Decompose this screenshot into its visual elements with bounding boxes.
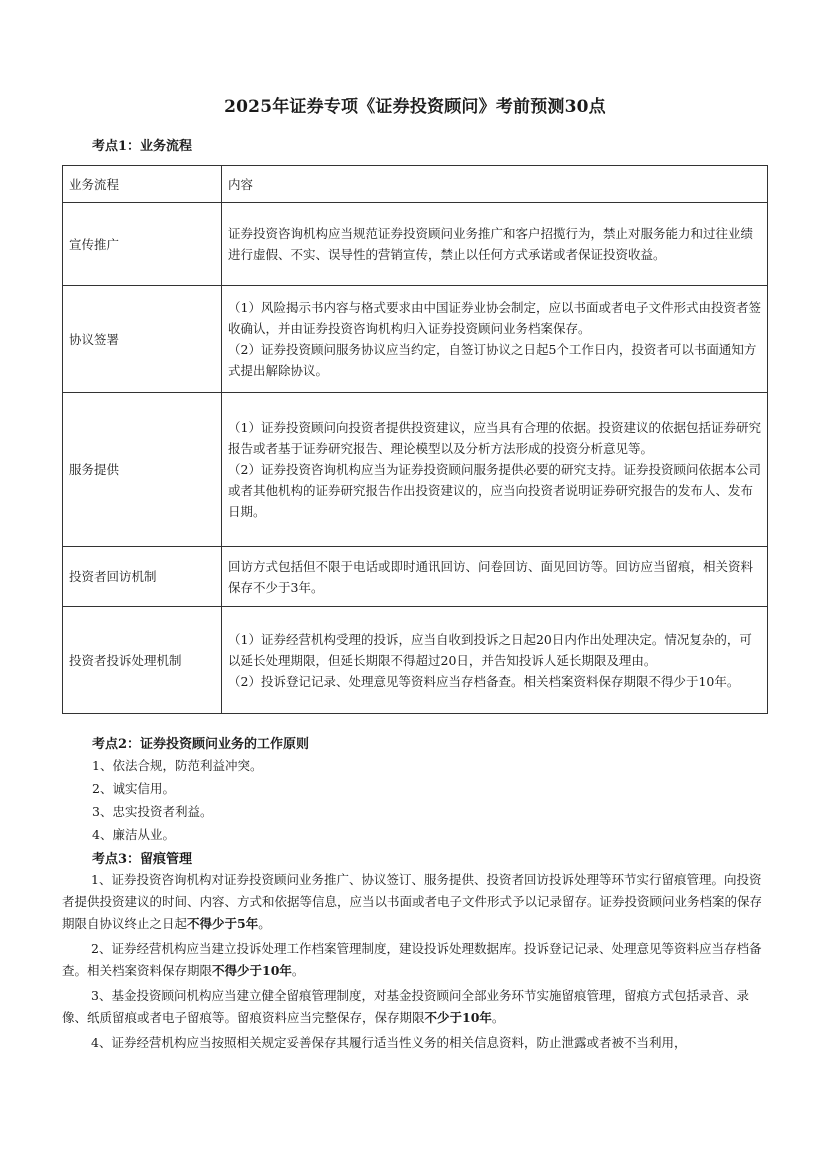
table-cell-process: 投资者回访机制 <box>63 547 222 607</box>
text-run: 。 <box>291 963 305 978</box>
emphasis-text: 不少于10年 <box>424 1010 492 1025</box>
table-cell-content <box>222 286 768 393</box>
text-run: 1、证券投资咨询机构对证券投资顾问业务推广、协议签订、服务提供、投资者回访投诉处理等环节实行留痕管理。向投资者提供投资建议的时间、内容、方式和依据等信息，应当以书面或者电子文件形式予以记录留存。证券投资顾问业务档案的保存期限自协议终止之日起 <box>62 872 763 931</box>
paragraph-text <box>62 869 768 935</box>
content-paragraph: （2）证券投资咨询机构应当为证券投资顾问服务提供必要的研究支持。证券投资顾问依据本公司或者其他机构的证券研究报告作出投资建议的，应当向投资者说明证券研究报告的发布人、发布日期。 <box>228 462 761 519</box>
emphasis-text: 不得少于5年 <box>187 916 259 931</box>
content-paragraph: （1）证券经营机构受理的投诉，应当自收到投诉之日起20日内作出处理决定。情况复杂的，可以延长处理期限，但延长期限不得超过20日，并告知投诉人延长期限及理由。 <box>228 631 752 668</box>
paragraph <box>62 938 768 982</box>
table-row <box>63 393 768 547</box>
table-header-cell: 业务流程 <box>63 166 222 203</box>
table-cell-content <box>222 607 768 714</box>
page-title: 2025年证券专项《证券投资顾问》考前预测30点 <box>224 97 606 117</box>
paragraph-text: 4、证券经营机构应当按照相关规定妥善保存其履行适当性义务的相关信息资料，防止泄露或者被不当利用， <box>91 1035 687 1050</box>
text-run: 3、基金投资顾问机构应当建立健全留痕管理制度，对基金投资顾问全部业务环节实施留痕管理，留痕方式包括录音、录像、纸质留痕或者电子留痕等。留痕资料应当完整保存，保存期限 <box>62 988 749 1025</box>
table-cell-process: 协议签署 <box>63 286 222 393</box>
list-item: 1、依法合规，防范利益冲突。 <box>92 758 263 773</box>
table-cell-process: 投资者投诉处理机制 <box>63 607 222 714</box>
table-cell-process: 宣传推广 <box>63 203 222 286</box>
section3-heading: 考点3：留痕管理 <box>92 852 193 867</box>
content-paragraph: （2）证券投资顾问服务协议应当约定，自签订协议之日起5个工作日内，投资者可以书面通知方式提出解除协议。 <box>228 342 757 378</box>
section1-heading: 考点1：业务流程 <box>92 139 193 154</box>
table-row <box>63 286 768 393</box>
table-cell-process: 服务提供 <box>63 393 222 547</box>
table-row <box>63 203 768 286</box>
content-paragraph: 回访方式包括但不限于电话或即时通讯回访、问卷回访、面见回访等。回访应当留痕，相关资料保存不少于3年。 <box>228 558 754 595</box>
table-row <box>63 547 768 607</box>
paragraph <box>62 1032 768 1054</box>
content-paragraph: 证券投资咨询机构应当规范证券投资顾问业务推广和客户招揽行为，禁止对服务能力和过往业绩进行虚假、不实、误导性的营销宣传，禁止以任何方式承诺或者保证投资收益。 <box>228 226 754 262</box>
table-cell-content <box>222 203 768 286</box>
list-item: 4、廉洁从业。 <box>92 827 175 842</box>
table-cell-content <box>222 393 768 547</box>
list-item: 2、诚实信用。 <box>92 781 175 796</box>
table-header-cell: 内容 <box>222 166 768 203</box>
table-cell-content <box>222 547 768 607</box>
paragraph-text <box>62 985 768 1029</box>
content-paragraph: （2）投诉登记记录、处理意见等资料应当存档备查。相关档案资料保存期限不得少于10年。 <box>228 673 740 689</box>
text-run: 。 <box>258 916 271 931</box>
section2-heading: 考点2：证券投资顾问业务的工作原则 <box>92 737 310 752</box>
table-header-row <box>63 166 768 203</box>
content-paragraph: （1）证券投资顾问向投资者提供投资建议，应当具有合理的依据。投资建议的依据包括证券研究报告或者基于证券研究报告、理论模型以及分析方法形成的投资分析意见等。 <box>228 420 761 456</box>
table-row <box>63 607 768 714</box>
text-run: 。 <box>491 1010 505 1025</box>
business-flow-table <box>62 165 768 714</box>
emphasis-text: 不得少于10年 <box>212 963 292 978</box>
paragraph <box>62 985 768 1029</box>
paragraph <box>62 869 768 935</box>
list-item: 3、忠实投资者利益。 <box>92 804 213 819</box>
content-paragraph: （1）风险揭示书内容与格式要求由中国证券业协会制定，应以书面或者电子文件形式由投资者签收确认，并由证券投资咨询机构归入证券投资顾问业务档案保存。 <box>228 300 761 336</box>
text-run: 2、证券经营机构应当建立投诉处理工作档案管理制度，建设投诉处理数据库。投诉登记记录、处理意见等资料应当存档备查。相关档案资料保存期限 <box>62 941 762 978</box>
paragraph-text <box>62 938 768 982</box>
